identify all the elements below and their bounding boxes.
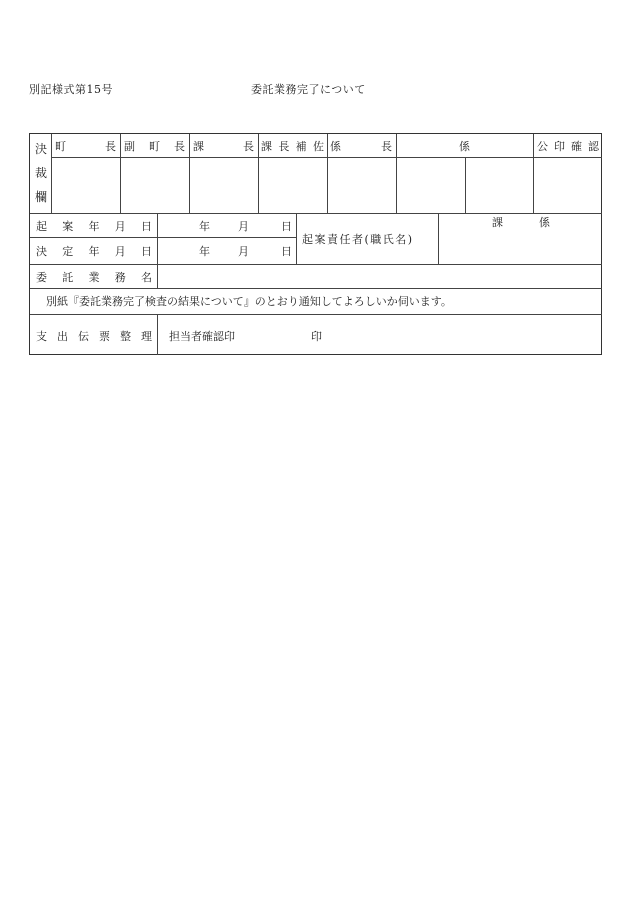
label-char: 名 [141, 271, 152, 284]
month-mark: 月 [238, 220, 249, 233]
approval-header-section-chief [193, 138, 254, 154]
header-char: 町 [149, 140, 160, 153]
label-char: 月 [114, 220, 126, 233]
label-char: 業 [88, 271, 100, 284]
approval-header-mayor [55, 138, 116, 154]
month-mark: 月 [238, 245, 249, 258]
approval-header-official-seal [537, 138, 599, 154]
label-char: 決 [36, 245, 47, 258]
header-char: 補 [295, 140, 307, 153]
approval-label-char: 欄 [34, 190, 47, 204]
header-char: 長 [105, 140, 116, 153]
label-char: 務 [114, 271, 126, 284]
approval-header-unit-chief [330, 138, 392, 154]
drafter-section-label: 課 [492, 216, 503, 229]
day-mark: 日 [281, 245, 292, 258]
label-char: 理 [141, 330, 152, 343]
draft-date-label [36, 218, 152, 234]
label-char: 出 [57, 330, 68, 343]
header-char: 長 [243, 140, 254, 153]
approval-label-char: 裁 [34, 166, 47, 180]
year-mark: 年 [199, 220, 210, 233]
label-char: 年 [88, 220, 100, 233]
approval-header-assistant-chief [261, 138, 324, 154]
approval-section-label [32, 137, 50, 209]
header-char: 課 [193, 140, 204, 153]
header-char: 副 [124, 140, 135, 153]
header-char: 課 [261, 140, 272, 153]
header-char: 佐 [312, 140, 324, 153]
drafter-label: 起案責任者(職氏名) [302, 233, 414, 246]
voucher-label [36, 328, 152, 344]
year-mark: 年 [199, 245, 210, 258]
decision-date-label [36, 243, 152, 259]
label-char: 案 [62, 220, 74, 233]
approval-form [29, 133, 602, 355]
label-char: 起 [36, 220, 47, 233]
header-char: 係 [330, 140, 341, 153]
header-char: 印 [554, 140, 565, 153]
header-char: 長 [381, 140, 392, 153]
task-name-value[interactable] [162, 269, 592, 285]
approval-label-char: 決 [34, 142, 47, 156]
staff-confirm-label: 担当者確認印 [169, 330, 235, 343]
approval-header-deputy-mayor [124, 138, 185, 154]
form-number-label: 別記様式第15号 [29, 83, 113, 96]
label-char: 日 [141, 245, 152, 258]
label-char: 託 [62, 271, 74, 284]
header-char: 公 [537, 140, 548, 153]
header-char: 係 [459, 140, 470, 153]
header-char: 確 [571, 140, 582, 153]
label-char: 年 [88, 245, 100, 258]
label-char: 定 [62, 245, 74, 258]
label-char: 伝 [78, 330, 89, 343]
label-char: 日 [141, 220, 152, 233]
header-char: 認 [588, 140, 599, 153]
label-char: 整 [120, 330, 131, 343]
label-char: 票 [99, 330, 110, 343]
document-title: 委託業務完了について [251, 83, 366, 96]
label-char: 委 [36, 271, 47, 284]
notice-text: 別紙『委託業務完了検査の結果について』のとおり通知してよろしいか伺います。 [46, 295, 452, 308]
day-mark: 日 [281, 220, 292, 233]
label-char: 月 [114, 245, 126, 258]
drafter-unit-label: 係 [539, 216, 550, 229]
approval-header-staff [396, 138, 533, 154]
header-char: 長 [278, 140, 290, 153]
seal-mark: 印 [311, 330, 322, 343]
task-name-label [36, 269, 152, 285]
label-char: 支 [36, 330, 47, 343]
header-char: 長 [174, 140, 185, 153]
header-char: 町 [55, 140, 66, 153]
